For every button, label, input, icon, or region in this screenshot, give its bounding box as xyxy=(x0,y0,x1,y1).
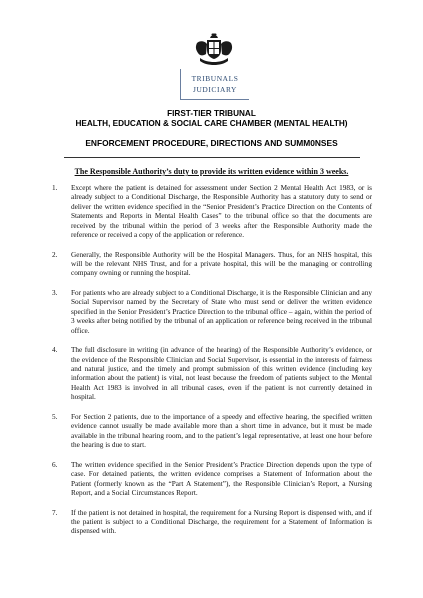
item-number: 5. xyxy=(52,412,58,421)
item-text: For Section 2 patients, due to the importance of a speedy and effective hearing, the specified written evidence cannot usually be made available more than a short time in advance, but it must be made available in the tribunal hearing room, and to the patient’s legal representative, at least one hour before the hearing is due to start. xyxy=(71,412,372,450)
duty-heading: The Responsible Authority’s duty to provide its written evidence within 3 weeks. xyxy=(74,167,349,176)
item-text: If the patient is not detained in hospital, the requirement for a Nursing Report is dispensed with, and if the patient is subject to a Conditional Discharge, the requirement for a Statement of Information is dispensed with. xyxy=(71,508,372,536)
item-number: 4. xyxy=(52,346,58,355)
logo-line-tribunals: TRIBUNALS xyxy=(191,74,239,83)
heading-title: ENFORCEMENT PROCEDURE, DIRECTIONS AND SUMM0NSES xyxy=(85,138,338,148)
heading-chamber: HEALTH, EDUCATION & SOCIAL CARE CHAMBER (MENTAL HEALTH) xyxy=(75,119,348,128)
logo-line-judiciary: JUDICIARY xyxy=(193,85,237,94)
item-number: 7. xyxy=(52,508,58,517)
heading-divider xyxy=(64,157,360,158)
tribunals-judiciary-logo xyxy=(180,69,249,100)
heading-tribunal: FIRST-TIER TRIBUNAL xyxy=(167,109,256,118)
item-number: 2. xyxy=(52,250,58,259)
list-item xyxy=(52,461,372,499)
item-text: The written evidence specified in the Senior President’s Practice Direction depends upon the type of case. For detained patients, the written evidence comprises a Statement of Information about the Patient (formerly known as the “Part A Statement”), the Responsible Clinician’s Report, a Nursing Report, and a Social Circumstances Report. xyxy=(71,460,372,497)
list-item xyxy=(52,413,372,451)
list-item xyxy=(52,184,372,240)
item-number: 1. xyxy=(52,184,58,192)
list-item xyxy=(52,509,372,537)
list-item xyxy=(52,251,372,279)
numbered-list xyxy=(52,184,372,547)
list-item xyxy=(52,346,372,402)
royal-crest-icon xyxy=(191,33,237,67)
item-text: The full disclosure in writing (in advance of the hearing) of the Responsible Authority’s evidence, or the evidence of the Responsible Clinician and Social Supervisor, is essential in the interests of fairness and natural justice, and the timely and prompt submission of this written evidence (including key information about the patient) is vital, not least because the freedom of patients subject to the Mental Health Act 1983 is involved in all tribunal cases, even if the patient is not currently detained in hospital. xyxy=(71,346,372,402)
item-number: 6. xyxy=(52,460,58,469)
item-number: 3. xyxy=(52,289,58,298)
item-text: Except where the patient is detained for assessment under Section 2 Mental Health Act 1983, or is already subject to a Conditional Discharge, the Responsible Authority has a statutory duty to send or deliver the written evidence specified in the “Senior President’s Practice Direction on the Contents of Statements and Reports in Mental Health Cases” to the tribunal office so that the documents are received by the tribunal within the period of 3 weeks after the Responsible Authority made the reference or received a copy of the application or reference. xyxy=(71,184,372,240)
item-text: Generally, the Responsible Authority will be the Hospital Managers. Thus, for an NHS hospital, this will be the relevant NHS Trust, and for a private hospital, this will be the managing or controlling company owning or running the hospital. xyxy=(71,250,372,278)
item-text: For patients who are already subject to a Conditional Discharge, it is the Responsible Clinician and any Social Supervisor named by the Secretary of State who must send or deliver the written evidence specified in the Senior President’s Practice Direction to the tribunal office – again, within the period of 3 weeks after being notified by the tribunal of an application or reference being received in the tribunal office. xyxy=(71,289,372,335)
list-item xyxy=(52,289,372,336)
